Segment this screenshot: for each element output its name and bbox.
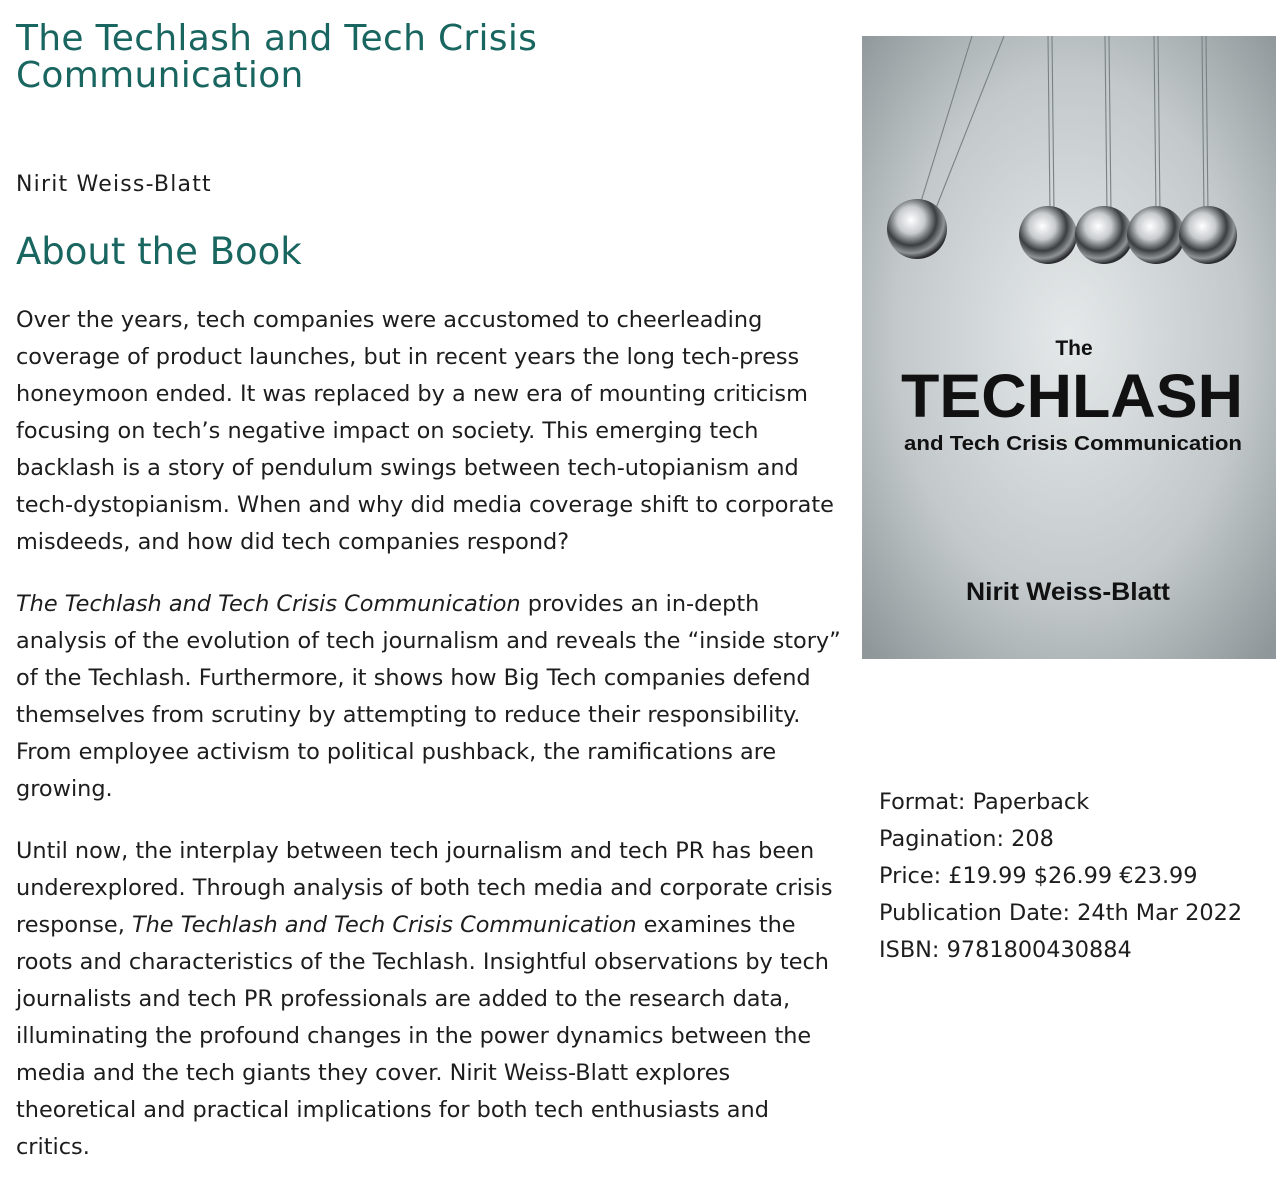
paragraph-text: Until now, the interplay between tech journalism and tech PR has been underexplored. Through analysis of both tech media and corporate crisis response,	[16, 838, 833, 938]
about-heading: About the Book	[16, 230, 302, 273]
book-cover-image	[862, 36, 1276, 659]
cover-small-title: The	[1055, 337, 1093, 360]
book-description	[16, 302, 846, 1191]
cover-author: Nirit Weiss-Blatt	[966, 578, 1171, 606]
book-title: The Techlash and Tech Crisis Communication	[16, 18, 538, 96]
paragraph-text: provides an in-depth analysis of the evolution of tech journalism and reveals the “inside story” of the Techlash. Furthermore, it shows how Big Tech companies defend themselves from scrutiny by attempting to reduce their responsibility. From employee activism to political pushback, the ramifications are growing.	[16, 591, 841, 802]
cover-subtitle: and Tech Crisis Communication	[904, 433, 1242, 455]
book-author: Nirit Weiss-Blatt	[16, 172, 212, 197]
book-title-italic: The Techlash and Tech Crisis Communication	[131, 912, 637, 938]
price-detail: Price: £19.99 $26.99 €23.99	[879, 863, 1198, 889]
publication-date-detail: Publication Date: 24th Mar 2022	[879, 900, 1243, 926]
book-details	[879, 784, 1274, 969]
description-paragraph-1: Over the years, tech companies were accustomed to cheerleading coverage of product launches, but in recent years the long tech-press honeymoon ended. It was replaced by a new era of mounting criticism focusing on tech’s negative impact on society. This emerging tech backlash is a story of pendulum swings between tech-utopianism and tech-dystopianism. When and why did media coverage shift to corporate misdeeds, and how did tech companies respond?	[16, 307, 834, 555]
cover-big-title: TECHLASH	[901, 362, 1243, 430]
description-paragraph-2	[16, 586, 846, 808]
format-detail: Format: Paperback	[879, 789, 1090, 815]
book-title-italic: The Techlash and Tech Crisis Communication	[16, 591, 521, 617]
isbn-detail: ISBN: 9781800430884	[879, 937, 1132, 963]
paragraph-text: examines the roots and characteristics of the Techlash. Insightful observations by tech journalists and tech PR professionals are added to the research data, illuminating the profound changes in the power dynamics between the media and the tech giants they cover. Nirit Weiss-Blatt explores theoretical and practical implications for both tech enthusiasts and critics.	[16, 912, 829, 1160]
description-paragraph-3	[16, 833, 846, 1166]
pagination-detail: Pagination: 208	[879, 826, 1054, 852]
